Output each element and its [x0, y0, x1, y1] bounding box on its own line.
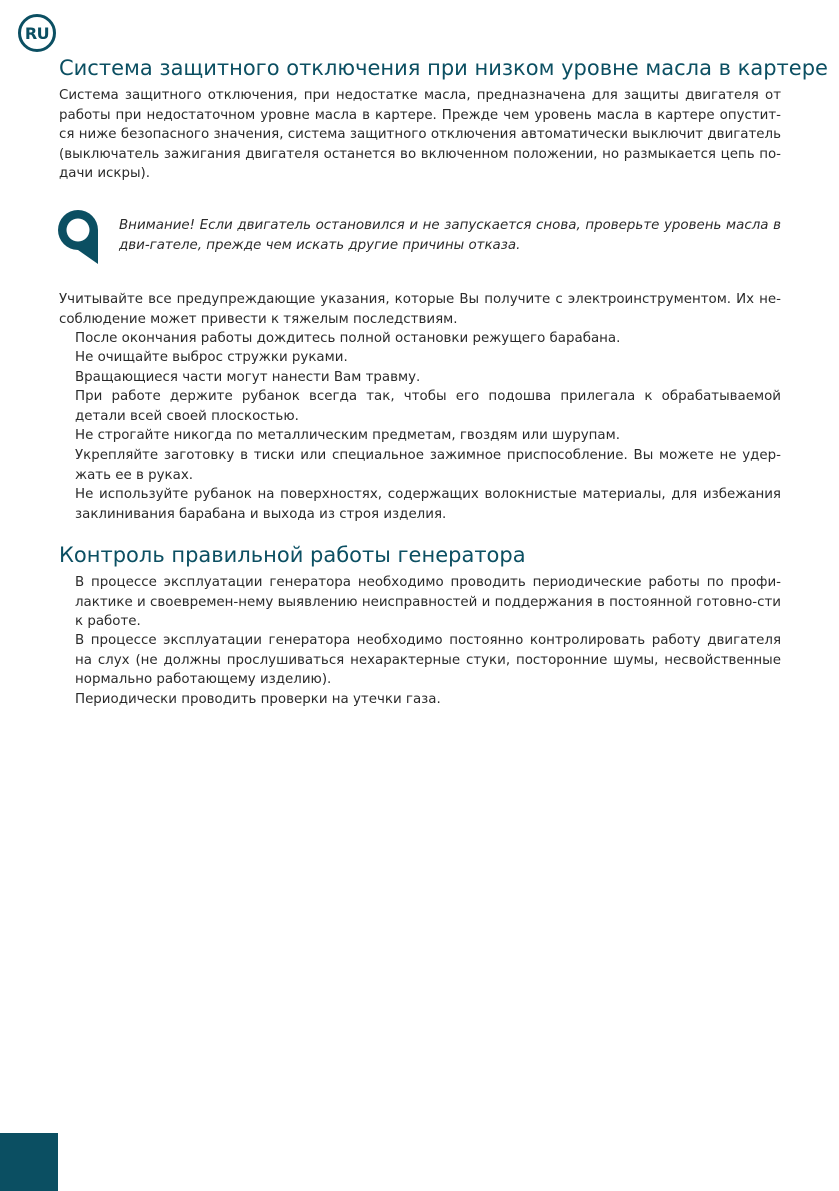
list-item: Периодически проводить проверки на утечки газа.: [75, 692, 441, 707]
list-item: После окончания работы дождитесь полной остановки режущего барабана.: [75, 331, 621, 346]
warning-pin-icon: [56, 208, 100, 264]
section-title-generator-control: Контроль правильной работы генератора: [59, 543, 526, 567]
list-item: Укрепляйте заготовку в тиски или специальное зажимное приспособление. Вы можете не удер-жать ее в руках.: [75, 448, 781, 483]
section-title-oil-shutdown: Система защитного отключения при низком уровне масла в картере: [59, 56, 828, 80]
warning-text: Внимание! Если двигатель остановился и не запускается снова, проверьте уровень масла в дви-гателе, прежде чем искать другие причины отказа.: [119, 218, 781, 253]
language-badge: RU: [18, 14, 56, 52]
list-item: Не очищайте выброс стружки руками.: [75, 350, 348, 365]
safety-intro: Учитывайте все предупреждающие указания, которые Вы получите с электроинструментом. Их не-соблюдение может привести к тяжелым последствиям.: [59, 292, 781, 327]
list-item: Не используйте рубанок на поверхностях, содержащих волокнистые материалы, для избежания заклинивания барабана и выхода из строя изделия.: [75, 487, 781, 522]
list-item: При работе держите рубанок всегда так, чтобы его подошва прилегала к обрабатываемой детали всей своей плоскостью.: [75, 389, 781, 424]
corner-decoration: [0, 1133, 58, 1191]
list-item: В процессе эксплуатации генератора необходимо постоянно контролировать работу двигателя на слух (не должны прослушиваться нехарактерные стуки, посторонние шумы, несвойственные нормально работающему изделию).: [75, 633, 781, 687]
list-item: Вращающиеся части могут нанести Вам травму.: [75, 370, 421, 385]
list-item: В процессе эксплуатации генератора необходимо проводить периодические работы по профи-лактике и своевремен-нему выявлению неисправностей и поддержания в постоянной готовно-сти к работе.: [75, 575, 781, 629]
section-body-oil-shutdown: Система защитного отключения, при недостатке масла, предназначена для защиты двигателя от работы при недостаточном уровне масла в картере. Прежде чем уровень масла в картере опустит-ся ниже безопасного значения, система защитного отключения автоматически выключит двигатель (выключатель зажигания двигателя останется во включенном положении, но размыкается цепь по-дачи искры).: [59, 88, 781, 181]
list-item: Не строгайте никогда по металлическим предметам, гвоздям или шурупам.: [75, 428, 620, 443]
